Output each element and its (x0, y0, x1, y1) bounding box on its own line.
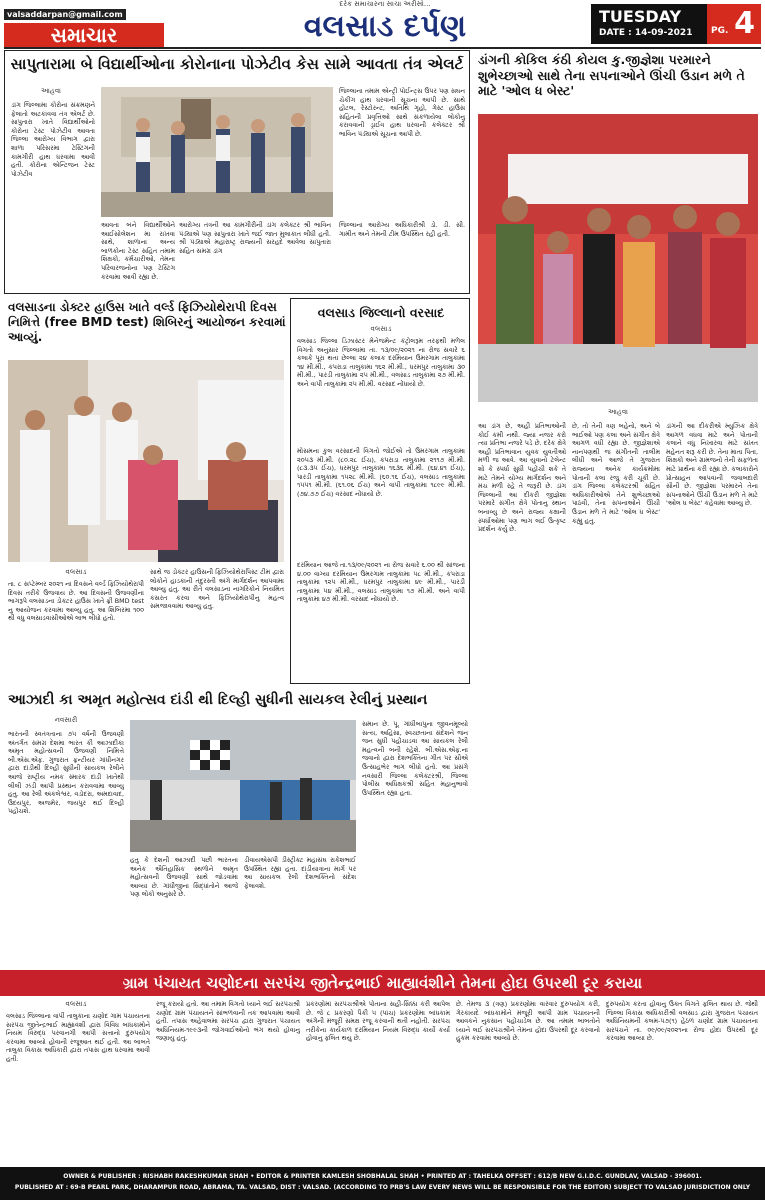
issue-date: DATE : 14-09-2021 (599, 28, 693, 38)
article-cycle-rally (4, 690, 470, 966)
page-number: 4 (734, 6, 755, 41)
article-text: જિલ્લાના તમામ એન્ટ્રી પોઈન્ટ્સ ઉપર પણ સઘન ચેકીંગ હાથ ધરવાની સૂચના આપી છે. સાથે હોટલ, રેસ્ટોરન્ટ, અતિથિ ગૃહો, ગેસ્ટ હાઉસ સહિતની પ્રવૃત્તિઓ સાથે સંકળાયેલા લોકોનુ કરાવવાની ડ્રાઈવ હાથ ધરવાની કલેક્ટર શ્રી ભાવિન પંડ્યાએ સૂચના આપી છે. (339, 87, 465, 138)
article-text: ડાંગની આ દીકરીએ મ્યુઝિક ક્ષેત્રે આગળ વધવા માટે અને પોતાની કલાને વધુ નિખારવા માટે સખત મહેનત શરૂ કરી છે. તેના માતા પિતા, શિક્ષકો અને ગ્રામજનો તેની સફળતા માટે પ્રાર્થના કરી રહ્યા છે. કલાકારોને પ્રોત્સાહન આપવાની જવાબદારી સૌની છે. જીજ્ઞેશા પરમારને તેના સપનાઓને ઊંચી ઉડાન મળે તે માટે 'ઓલ ધ બેસ્ટ' કહેવામા આવ્યુ છે. (666, 422, 758, 508)
article-text: રજૂ કરાયો હતો. આ તમામ વિગતો ધ્યાને લઈ સરપંચશ્રી ચણોદ ગ્રામ પંચાયતને સાંભળવાની તક આપવામા આવી હતી. તપાસ અહેવાલમા સરપંચ દ્વારા ગુજરાત પંચાયત અધિનિયમ-૧૯૯૩ની જોગવાઈઓનો ભંગ થયો હોવાનુ જણાયુ હતુ. (156, 1000, 300, 1043)
article-text: છે, તો તેની ત્રણ બહેનો, અને બે ભાઈઓ પણ કલા અને સંગીત ક્ષેત્રે આગળ વધી રહ્યા છે. જીજ્ઞેશાએ નાનપણથી જ સંગીતની તાલીમ લીધી અને આજે તે ગુજરાત રાજ્યના અનેક કાર્યક્રમોમા પોતાની કલા રજુ કરી ચૂકી છે. ડાંગ જિલ્લા કલેક્ટરશ્રી સહિત અધિકારીઓએ તેને શુભેચ્છાઓ પાઠવી, તેના સપનાઓને ઊંચી ઉડાન મળે તે માટે 'ઓલ ધ બેસ્ટ' કહ્યુ હતુ. (572, 422, 660, 525)
article-photo (101, 87, 333, 217)
issue-day: TUESDAY (599, 7, 682, 26)
article-photo (130, 720, 356, 852)
article-sarpanch (4, 1000, 761, 1164)
section-brand: સમાચાર (4, 23, 164, 47)
article-text: આ ડાંગ છે, અહી પ્રતિભાઓની કોઈ કમી નથી. જ્યા નજર કરો ત્યા પ્રતિભા નજરે પડે છે. દરેક ક્ષેત્રે અહી પ્રતિભાવાન યુવક યુવતીઓ મળી જ આવે. આ યુવાનો ટેલેન્ટ શો કે સ્પર્ધા સુધી પહોંચી શકે તે માટે તેમને યોગ્ય માર્ગદર્શન અને મંચ મળી રહે તે જરૂરી છે. ડાંગ જિલ્લાની આ દીકરી જીજ્ઞેશા પરમારે સંગીત ક્ષેત્રે પોતાનુ સ્થાન બનાવ્યુ છે અને રાજ્ય કક્ષાની સ્પર્ધાઓમા પણ ભાગ લઈ ઉત્કૃષ્ટ પ્રદર્શન કર્યુ છે. (478, 422, 566, 534)
footer-publisher: PUBLISHED AT : 69-B PEARL PARK, DHARAMPUR ROAD, ABRAMA, TA. VALSAD, DIST : VALSAD. (ACCORDING TO PRB'S LAW EVERY NEWS WILL BE RESPONSIBLE FOR THE EDITOR) SUBJECT TO VALSAD JURISDICTION ONLY (14, 1184, 751, 1191)
tagline: દરેક સમાચારના સાચા અરીસો... (339, 0, 431, 8)
article-text: સાથે જ ડોક્ટર હાઉસની ફિઝિયોથેરાપિસ્ટ ટીમ દ્વારા લોકોને હાડકાની તંદુરસ્તી અંગે માર્ગદર્શન આપવામા આવ્યુ હતુ. આ રીતે વલસાડના નાગરિકોને નિયમિત કસરત કરવા અને ફિઝિયોથેરાપીનુ મહત્વ સમજાવવામા આવ્યુ હતુ. (150, 568, 284, 611)
article-text: તા. ૮ સપ્ટેમ્બર ૨૦૨૧ ના દિવસને વર્લ્ડ ફિઝિયોથેરાપી દિવસ તરીકે ઉજવાય છે. આ દિવસની ઉજવણીના ભાગરૂપે વલસાડના ડોક્ટર હાઉસ ખાતે ફ્રી BMD test નુ આયોજન કરવામા આવ્યુ હતુ. આ શિબિરમા ૧૦૦ થી વધુ વલસાડવાસીઓએ લાભ લીધો હતો. (8, 580, 144, 623)
article-byline: નવસારી (54, 716, 78, 724)
footer-owner: OWNER & PUBLISHER : RISHABH RAKESHKUMAR SHAH • EDITOR & PRINTER KAMLESH SHOBHALAL SHAH • PRINTED AT : TAHELKA OFFSET : 612/B NEW G.I.D.C. GUNDLAV, VALSAD - 396001. (63, 1173, 702, 1180)
article-text: છે. તેમજ ૩ (ત્રણ) પ્રકરણોમા વારંવાર દુરુપયોગ કરી, ગેરકાયદે બાંધકામોને મંજૂરી આપી ગ્રામ પંચાયતની આવકને નુકસાન પહોંચાડેલ છે. આ તમામ બાબતોને ધ્યાને લઈ સરપંચશ્રીને તેમના હોદા ઉપરથી દૂર કરવાનો હુકમ કરવામા આવ્યો છે. (456, 1000, 600, 1043)
article-text: મોસમના કુલ વરસાદની વિગતો જોઈએ તો ઉમરગામ તાલુકામા ૨૦૫૩ મી.મી. (૮૦.૨૮ ઈંચ), કપરાડા તાલુકામા ૨૧૧૭ મી.મી. (૮૩.૩૫ ઈંચ), ધરમપુર તાલુકામા ૧૬૩૬ મી.મી. (૬૪.૪૧ ઈંચ), પારડી તાલુકામા ૧૫૨૮ મી.મી. (૬૦.૧૬ ઈંચ), વલસાડ તાલુકામા ૧૫૫૧ મી.મી. (૬૧.૦૬ ઈંચ) અને વાપી તાલુકામા ૧૮૯૯ મી.મી. (૭૪.૭૭ ઈંચ) વરસાદ નોંધાયો છે. (297, 447, 465, 498)
masthead-rule (4, 47, 761, 49)
article-text: પ્રકરણોમાં સરપંચશ્રીએ પોતાના સહી-સિક્કા કરી આપેલ છે. જે ૮ પ્રકરણો પૈકી ૫ (પાંચ) પ્રકરણોમા બાંધકામ અંગેની મંજૂરી સમક્ષ રજૂ કરવાની થતી નહોતી. સરપંચ તરીકેના કાર્યકાળ દરમિયાન નિયમ વિરુદ્ધ કાર્યો કર્યા હોવાનુ ફલિત થયુ છે. (306, 1000, 450, 1043)
article-text: વલસાડ જિલ્લાના વાપી તાલુકાના ચણોદ ગામ પંચાયતના સરપંચ જીતેન્દ્રભાઈ માહ્યાવંશી દ્વારા વિવિધ બાંધકામોને નિયમ વિરુદ્ધ પરવાનગી આપી સત્તાનો દુરુપયોગ કરવામા આવ્યો હોવાની રજૂઆત થઈ હતી. આ બાબતે તાલુકા વિકાસ અધિકારી દ્વારા તપાસ હાથ ધરવામા આવી હતી. (6, 1012, 150, 1063)
officials-photo (101, 87, 333, 217)
article-sarpanch-headline: ગ્રામ પંચાયત ચણોદના સરપંચ જીતેન્દ્રભાઈ માહ્યાવંશીને તેમના હોદા ઉપરથી દૂર કરાયા (0, 970, 765, 996)
article-headline: ડાંગની કોકિલ કંઠી કોયલ કુ.જીજ્ઞેશા પરમારને શુભેચ્છાઓ સાથે તેના સપનાઓને ઊંચી ઉડાન મળે તે માટે 'ઓલ ધ બેસ્ટ' (478, 52, 745, 99)
article-text: ડીવાયએસપી ડીસ્ટ્રીક્ટ મહાસંઘ રાકેશભાઈ ઉપસ્થિત રહ્યા હતા. દાંડીયાત્રાના માર્ગ પર આ સાયકલ રેલી દેશભક્તિનો સંદેશ ફેલાવશે. (244, 856, 356, 890)
article-headline: વલસાડના ડોક્ટર હાઉસ ખાતે વર્લ્ડ ફિઝિયોથેરાપી દિવસ નિમિત્તે (free BMD test) શિબિરનું આયોજન કરવામાં આવ્યું. (8, 300, 286, 344)
article-byline: વલસાડ (65, 568, 87, 576)
article-byline: આહવા (608, 408, 628, 416)
article-text: દુરુપયોગ કરતા હોવાનુ ઉક્ત વિગતે ફલિત થાય છે. જેથી જિલ્લા વિકાસ અધિકારીશ્રી વલસાડ દ્વારા ગુજરાત પંચાયત અધિનિયમની કલમ-૫૭(૧) હેઠળ ચણોદ ગ્રામ પંચાયતના સરપંચને તા. ૦૯/૦૯/૨૦૨૧ના રોજ હોદા ઉપરથી દૂર કરવામા આવ્યા છે. (606, 1000, 758, 1043)
page-label: PG. (711, 26, 729, 36)
article-text: આરોગ્ય તંત્રની આ કામગીરીની ડાંગ કલેક્ટર શ્રી ભાવિન પંડ્યાએ પણ સાપુતારા ખાતે જઈ જાત મુલાકાત લીધી હતી. શ્રી પંડ્યાએ મહારાષ્ટ્ર રાજ્યની સરહદે આવેલા સાપુતારા સહિત સમગ્ર ડાંગ (179, 221, 331, 255)
article-headline: વલસાડ જિલ્લાનો વરસાદ (317, 305, 445, 320)
article-text: આવતા બંને વિદ્યાર્થીઓને આઈસોલેશન મા રાખવા સાથે, શાળાના અન્ય બાળકોના ટેસ્ટ સહિત તમામ શિક્ષકો, કર્મચારીઓ, તેમના પરિવારજનોના પણ ટેસ્ટિંગ કરવામા આવી રહ્યા છે. (101, 221, 175, 281)
article-text: હતુ કે દેશની આઝાદી પછી ભારતના અનેક ઐતિહાસિક સ્થળોને અમૃત મહોત્સવની ઉજવણી સાથે જોડવામા આવ્યા છે. ગાંધીજીના સિદ્ધાંતોને આજે પણ લોકો અનુસરે છે. (130, 856, 238, 899)
masthead-left (4, 2, 164, 47)
article-photo (8, 360, 284, 562)
footer (0, 1167, 765, 1200)
article-sapQutara (4, 50, 470, 294)
article-text: ભારતની સ્વતંત્રતાના ૭૫ વર્ષની ઉજવણી અંતર્ગત સમગ્ર દેશમા ભારત કી આઝાદીકા અમૃત મહોત્સવની ઉજવણી નિમિત્તે બી.એસ.એફ. ગુજરાત ફ્રન્ટીયર ગાંધીનગર દ્વારા દાંડીથી દિલ્હી સુધીની સાયકલ રેલીને આજે રાષ્ટ્રીય નમક સ્મારક દાંડી ખાતેથી લીલી ઝંડી આપી પ્રસ્થાન કરાવવામા આવ્યુ હતુ. આ રેલી અંકલેશ્વર, વડોદરા, અમદાવાદ, ઉદયપુર, અજમેર, જયપુર થઈ દિલ્હી પહોંચશે. (8, 730, 124, 816)
contact-email[interactable]: valsaddarpan@gmail.com (4, 9, 126, 20)
newspaper-title: વલસાડ દર્પણ (303, 9, 467, 44)
article-byline: વલસાડ (370, 325, 392, 333)
date-panel (591, 4, 761, 44)
article-text: ડાંગ જિલ્લામા કોરોના સંક્રમણને ફેલાતો અટકાવવા તંત્ર એલર્ટ છે. સાપુતારા ખાતે વિદ્યાર્થીઓનો કોરોના ટેસ્ટ પોઝેટીવ આવતા જિલ્લા આરોગ્ય વિભાગ દ્વારા શાળા પરિસરમા ટેસ્ટિંગની કામગીરી હાથ ધરવામા આવી હતી. કોરોના એન્ટિજન ટેસ્ટ પોઝેટીવ (11, 101, 95, 178)
article-photo (478, 114, 758, 402)
page-badge (707, 4, 761, 44)
article-rainfall (290, 298, 470, 684)
article-text: દરમિયાન આજે તા.૧૩/૦૯/૨૦૨૧ ના રોજ સવારે ૬.૦૦ થી સાંજના ૪.૦૦ વાગ્યા દરમિયાન ઉમરગામ તાલુકામા ૫૮ મી.મી., કપરાડા તાલુકામા ૧૨૫ મી.મી., ધરમપુર તાલુકામા ૪૯ મી.મી., પારડી તાલુકામા ૫૪ મી.મી., વલસાડ તાલુકામા ૧૭ મી.મી. અને વાપી તાલુકામા ૪૭ મી.મી. વરસાદ નોંધાયો છે. (297, 561, 465, 604)
article-jignesha (474, 50, 761, 965)
rally-photo (130, 720, 356, 852)
article-byline: વલસાડ (65, 1000, 87, 1008)
article-text: જિલ્લાના આરોગ્ય અધિકારીશ્રી ડો. ડી. સી. ગામીત અને તેમની ટીમ ઉપસ્થિત રહી હતી. (339, 221, 465, 238)
article-text: વલસાડ જિલ્લા ડિઝાસ્ટર મેનેજમેન્ટ કંટ્રોલરૂમ તરફથી મળેલ વિગતો અનુસાર જિલ્લામા તા. ૧૩/૦૯/૨૦૨૧ ના રોજ સવારે ૬ કલાકે પૂરા થતા છેલ્લા ૨૪ કલાક દરમિયાન ઉમરગામ તાલુકામા ૧૪ મી.મી., કપરાડા તાલુકામા ૧૬૨ મી.મી., ધરમપુર તાલુકામા ૩૦ મી.મી., પારડી તાલુકામા ૨૫ મી.મી., વલસાડ તાલુકામા ૨૭ મી.મી. અને વાપી તાલુકામા ૨૫ મી.મી. વરસાદ નોંધાયો છે. (297, 337, 465, 388)
group-photo (478, 114, 758, 402)
article-byline: આહવા (41, 87, 61, 95)
article-physiotherapy (4, 298, 286, 684)
article-headline: સાપુતારામા બે વિદ્યાર્થીઓના કોરોનાના પોઝેટીવ કેસ સામે આવતા તંત્ર એલર્ટ (10, 55, 464, 73)
masthead-center (270, 0, 500, 46)
article-headline: આઝાદી કા અમૃત મહોત્સવ દાંડી થી દિલ્હી સુધીની સાયકલ રેલીનું પ્રસ્થાન (8, 692, 428, 708)
masthead (0, 0, 765, 46)
camp-photo (8, 360, 284, 562)
article-text: સમાન છે. પૂ. ગાંધીબાપુના જીવનમૂલ્યો સત્ય, અહિંસા, સ્વચ્છતાના સંદેશને જન જન સુધી પહોંચાડવા આ સાયકલ રેલી મહત્વની બની રહેશે. બી.એસ.એફ.ના જવાનો દ્વારા દેશભક્તિના ગીત પર સૌએ ઉત્સાહભેર ભાગ લીધો હતો. આ પ્રસંગે નવસારી જિલ્લા કલેક્ટરશ્રી, જિલ્લા પોલીસ અધિક્ષકશ્રી સહિત મહાનુભાવો ઉપસ્થિત રહ્યા હતા. (362, 720, 468, 797)
